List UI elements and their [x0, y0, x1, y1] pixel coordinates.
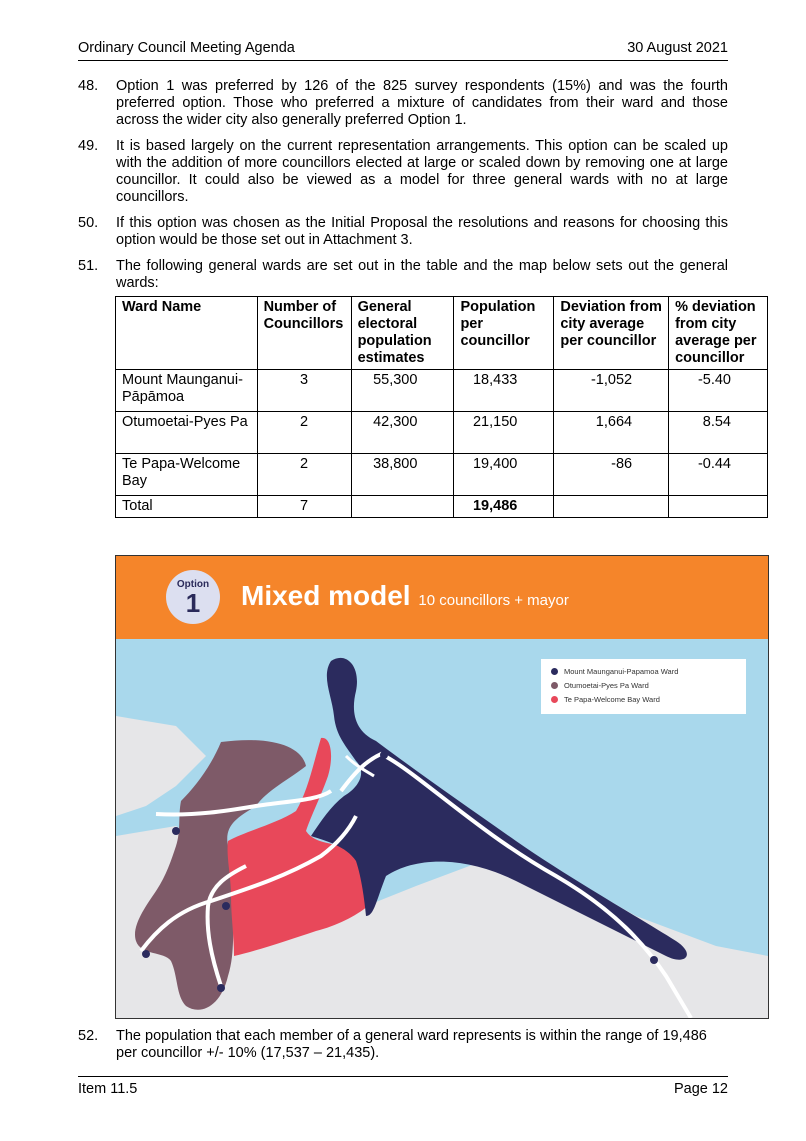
- map-title-banner: [116, 556, 768, 639]
- table-cell: Total: [116, 496, 258, 518]
- table-cell-total: 19,486: [454, 496, 554, 518]
- page-header: [78, 38, 728, 61]
- table-cell: -86: [554, 454, 669, 496]
- paragraph-48: [78, 78, 728, 129]
- option-badge: [166, 570, 220, 624]
- table-cell: 7: [257, 496, 351, 518]
- paragraph-49: [78, 138, 728, 206]
- legend-swatch: [551, 682, 558, 689]
- legend-label: Otumoetai-Pyes Pa Ward: [564, 681, 649, 690]
- table-cell: 18,433: [454, 370, 554, 412]
- table-cell: 42,300: [351, 412, 454, 454]
- map-title-text: Mixed model: [241, 580, 411, 611]
- table-cell: Mount Maunganui-Pāpāmoa: [116, 370, 258, 412]
- table-cell: -1,052: [554, 370, 669, 412]
- footer-page-number: Page 12: [673, 1081, 728, 1097]
- legend-item: [551, 695, 660, 704]
- paragraph-50: [78, 215, 728, 249]
- ward-map: [115, 555, 769, 1019]
- table-cell: 8.54: [669, 412, 768, 454]
- map-subtitle: 10 councillors + mayor: [418, 592, 569, 609]
- route-marker: [650, 956, 658, 964]
- paragraph-number: 51.: [78, 258, 99, 274]
- wards-table: [115, 296, 768, 518]
- column-header: Population per councillor: [454, 297, 554, 370]
- map-title: [241, 580, 569, 612]
- table-cell: 21,150: [454, 412, 554, 454]
- table-row: [116, 412, 768, 454]
- paragraph-51: [78, 258, 728, 292]
- table-cell: -0.44: [669, 454, 768, 496]
- route-marker: [380, 751, 388, 759]
- paragraph-52: [78, 1028, 728, 1062]
- table-cell: 19,400: [454, 454, 554, 496]
- legend-item: [551, 667, 678, 676]
- table-row: [116, 370, 768, 412]
- table-cell: -5.40: [669, 370, 768, 412]
- paragraph-number: 49.: [78, 138, 99, 154]
- table-cell: Te Papa-Welcome Bay: [116, 454, 258, 496]
- table-cell: 2: [257, 454, 351, 496]
- paragraph-number: 48.: [78, 78, 99, 94]
- legend-swatch: [551, 668, 558, 675]
- legend-label: Te Papa-Welcome Bay Ward: [564, 695, 660, 704]
- paragraph-text: The following general wards are set out in the table and the map below sets out the general wards:: [116, 258, 728, 291]
- table-cell: 38,800: [351, 454, 454, 496]
- table-cell: 2: [257, 412, 351, 454]
- table-cell: [351, 496, 454, 518]
- paragraph-text: It is based largely on the current representation arrangements. This option can be scaled up with the addition of more councillors elected at large or scaled down by removing one at large councillor. It could also be viewed as a model for three general wards with no at large councillors.: [116, 138, 728, 205]
- header-title: Ordinary Council Meeting Agenda: [78, 40, 295, 56]
- table-cell: 3: [257, 370, 351, 412]
- table-cell: 55,300: [351, 370, 454, 412]
- route-marker: [217, 984, 225, 992]
- route-marker: [172, 827, 180, 835]
- map-legend: [541, 659, 746, 714]
- column-header: Number of Councillors: [257, 297, 351, 370]
- paragraph-text: Option 1 was preferred by 126 of the 825 survey respondents (15%) and was the fourth preferred option. Those who preferred a mixture of candidates from their ward and those across the wider city also generally preferred Option 1.: [116, 78, 728, 128]
- table-row: [116, 454, 768, 496]
- table-cell: 1,664: [554, 412, 669, 454]
- column-header: General electoral population estimates: [351, 297, 454, 370]
- option-number: 1: [185, 588, 201, 618]
- column-header: % deviation from city average per councillor: [669, 297, 768, 370]
- route-marker: [222, 902, 230, 910]
- table-cell: Otumoetai-Pyes Pa: [116, 412, 258, 454]
- table-cell: [554, 496, 669, 518]
- table-total-row: [116, 496, 768, 518]
- paragraph-number: 50.: [78, 215, 99, 231]
- column-header: Deviation from city average per councillor: [554, 297, 669, 370]
- table-header-row: [116, 297, 768, 370]
- header-date: 30 August 2021: [627, 40, 728, 56]
- footer-item: Item 11.5: [78, 1081, 138, 1097]
- legend-label: Mount Maunganui-Papamoa Ward: [564, 667, 679, 676]
- column-header: Ward Name: [116, 297, 258, 370]
- option-label: Option: [176, 579, 210, 590]
- table-cell: [669, 496, 768, 518]
- paragraph-text: The population that each member of a general ward represents is within the range of 19,486 per councillor +/- 10% (17,537 – 21,435).: [116, 1028, 707, 1061]
- legend-swatch: [551, 696, 558, 703]
- paragraph-number: 52.: [78, 1028, 99, 1044]
- page-footer: [78, 1076, 728, 1097]
- legend-item: [551, 681, 649, 690]
- paragraph-text: If this option was chosen as the Initial Proposal the resolutions and reasons for choosing this option would be those set out in Attachment 3.: [116, 215, 728, 248]
- route-marker: [142, 950, 150, 958]
